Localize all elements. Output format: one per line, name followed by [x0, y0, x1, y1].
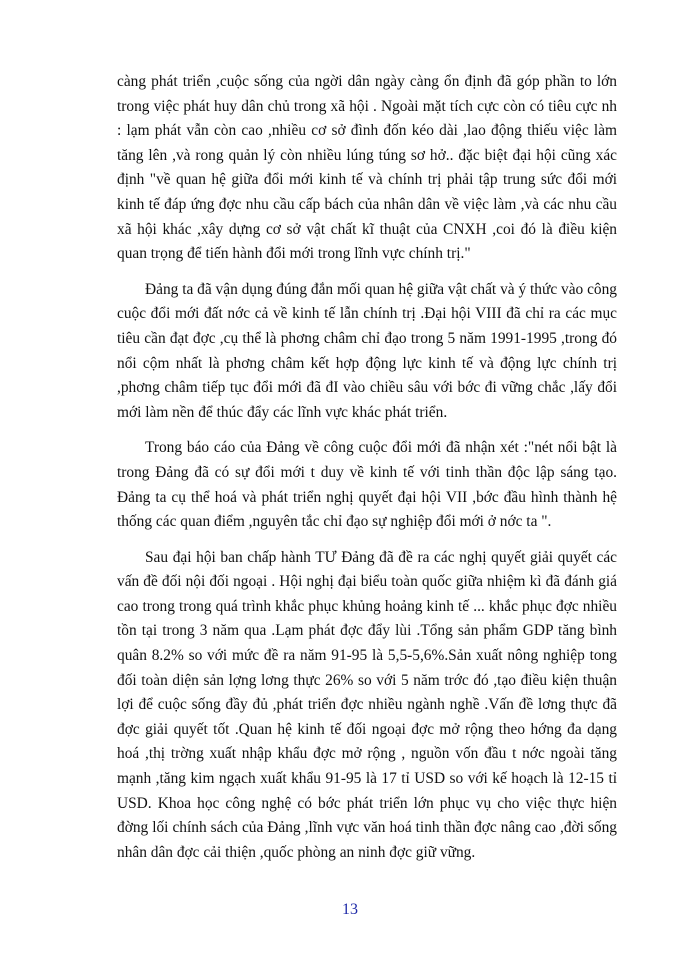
paragraph-4: Sau đại hội ban chấp hành TƯ Đảng đã đề ra các nghị quyết giải quyết các vấn đề đối nội đối ngoại . Hội nghị đại biểu toàn quốc giữa nhiệm kì đã đánh giá cao trong trong quá trình khắc phục khủng hoảng kinh tế ... khắc phục đợc nhiều tồn tại trong 3 năm qua .Lạm phát đợc đẩy lùi .Tổng sản phẩm GDP tăng bình quân 8.2% so với mức đề ra năm 91-95 là 5,5-5,6%.Sản xuất nông nghiệp tong đối toàn diện sản lợng lơng thực 26% so với 5 năm trớc đó ,tạo điều kiện thuận lợi để cuộc sống đầy đủ ,phát triển đợc nhiều ngành nghề .Vấn đề lơng thực đã đợc giải quyết tốt .Quan hệ kinh tế đối ngoại đợc mở rộng theo hớng đa dạng hoá ,thị trờng xuất nhập khẩu đợc mở rộng , nguồn vốn đầu t nớc ngoài tăng mạnh ,tăng kim ngạch xuất khẩu 91-95 là 17 tỉ USD so với kế hoạch là 12-15 tỉ USD. Khoa học công nghệ có bớc phát triển lớn phục vụ cho việc thực hiện đờng lối chính sách của Đảng ,lĩnh vực văn hoá tinh thần đợc nâng cao ,đời sống nhân dân đợc cải thiện ,quốc phòng an ninh đợc giữ vững. [117, 548, 617, 861]
paragraph-1: càng phát triển ,cuộc sống của ngời dân ngày càng ổn định đã góp phần to lớn trong việc phát huy dân chủ trong xã hội . Ngoài mặt tích cực còn có tiêu cực nh : lạm phát vẫn còn cao ,nhiều cơ sở đình đốn kéo dài ,lao động thiếu việc làm tăng lên ,và rong quản lý còn nhiều lúng túng sơ hở.. đặc biệt đại hội cũng xác định "về quan hệ giữa đổi mới kinh tế và chính trị phải tập trung sức đổi mới kinh tế đáp ứng đợc nhu cầu cấp bách của nhân dân về việc làm ,và các nhu cầu xã hội khác ,xây dựng cơ sở vật chất kĩ thuật của CNXH ,coi đó là điều kiện quan trọng để tiến hành đổi mới trong lĩnh vực chính trị." [117, 73, 617, 263]
paragraph-3: Trong báo cáo của Đảng về công cuộc đổi mới đã nhận xét :"nét nổi bật là trong Đảng đã có sự đổi mới t duy về kinh tế với tinh thần độc lập sáng tạo. Đảng ta cụ thể hoá và phát triển nghị quyết đại hội VII ,bớc đầu hình thành hệ thống các quan điểm ,nguyên tắc chỉ đạo sự nghiệp đổi mới ở nớc ta ". [117, 439, 617, 531]
paragraph-2: Đảng ta đã vận dụng đúng đắn mối quan hệ giữa vật chất và ý thức vào công cuộc đổi mới đất nớc cả về kinh tế lẫn chính trị .Đại hội VIII đã chỉ ra các mục tiêu cần đạt đợc ,cụ thể là phơng châm chỉ đạo trong 5 năm 1991-1995 ,trong đó nổi cộm nhất là phơng châm kết hợp động lực kinh tế và động lực chính trị ,phơng châm tiếp tục đổi mới đã đI vào chiều sâu với bớc đi vững chắc ,lấy đổi mới làm nền để thúc đẩy các lĩnh vực khác phát triển. [117, 280, 617, 421]
body-text [117, 70, 617, 876]
page-number: 13 [342, 901, 358, 918]
